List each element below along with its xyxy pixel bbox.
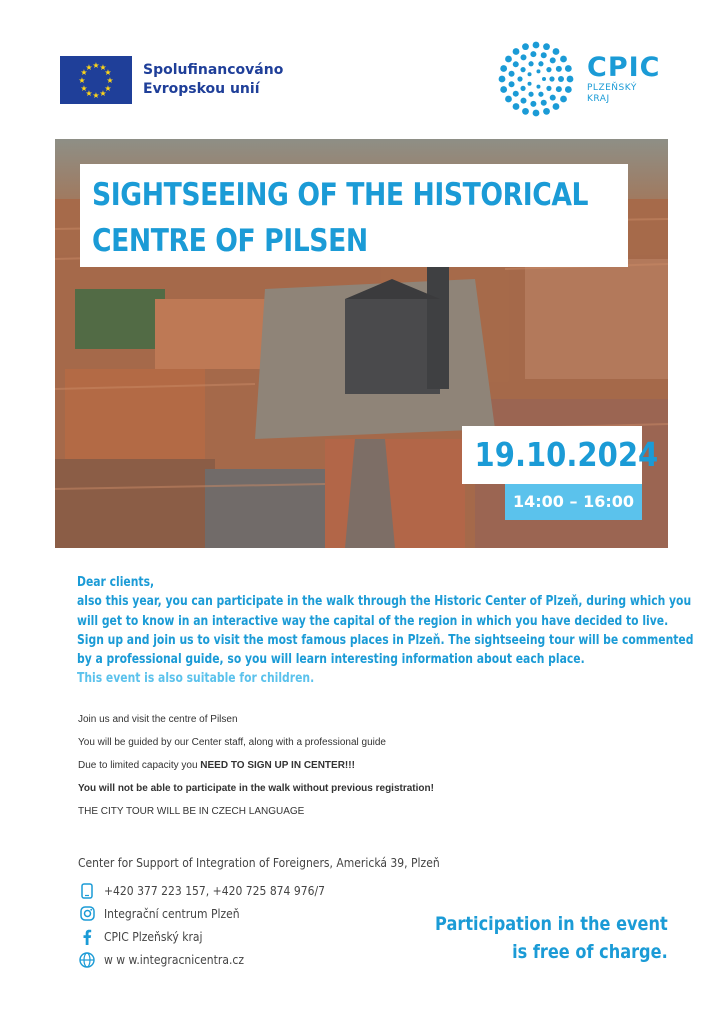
eu-cofinancing-logo	[60, 56, 283, 104]
cpic-dot	[533, 42, 540, 49]
event-time: 14:00 – 16:00	[513, 492, 634, 511]
cpic-dot	[522, 43, 529, 50]
cpic-logo	[497, 40, 660, 118]
cpic-dot	[556, 86, 562, 92]
globe-icon	[78, 951, 96, 969]
svg-text:★: ★	[80, 84, 88, 93]
free-line1: Participation in the event	[435, 913, 668, 935]
cpic-dot	[500, 65, 507, 72]
svg-text:★: ★	[99, 63, 107, 72]
svg-text:★: ★	[80, 68, 88, 77]
svg-text:★: ★	[104, 68, 112, 77]
contact-instagram[interactable]: Integrační centrum Plzeň	[104, 906, 240, 921]
svg-text:★: ★	[92, 61, 100, 70]
cpic-dot	[513, 103, 520, 110]
svg-text:★: ★	[85, 63, 93, 72]
signup-required-note: NEED TO SIGN UP IN CENTER!!!	[200, 760, 355, 771]
svg-text:★: ★	[78, 76, 86, 85]
svg-text:★: ★	[92, 91, 100, 100]
cpic-dot	[550, 57, 556, 63]
cpic-dot	[553, 48, 560, 55]
details-line	[78, 760, 638, 771]
cpic-dot	[538, 61, 543, 66]
cpic-dot	[546, 86, 551, 91]
cpic-dot	[500, 86, 507, 93]
svg-text:★: ★	[85, 89, 93, 98]
svg-text:★: ★	[106, 76, 114, 85]
event-details	[78, 714, 638, 829]
cpic-dot	[528, 61, 533, 66]
details-line3-prefix: Due to limited capacity you	[78, 760, 201, 771]
cpic-dot	[509, 71, 515, 77]
cpic-dot	[528, 82, 532, 86]
instagram-icon	[78, 905, 96, 923]
cpic-sub-line2: KRAJ	[587, 94, 610, 104]
cpic-dot	[543, 43, 550, 50]
cpic-dot	[499, 76, 506, 83]
cpic-dot	[533, 110, 540, 117]
cpic-dot	[505, 96, 512, 103]
cpic-name: CPIC	[587, 52, 661, 83]
contact-facebook[interactable]: CPIC Plzeňský kraj	[104, 929, 203, 944]
cpic-dot	[522, 108, 529, 115]
contact-website[interactable]: w w w.integracnicentra.cz	[104, 952, 244, 967]
intro-line: Sign up and join us to visit the most famous places in Plzeň. The sightseeing tour will be commented	[77, 632, 694, 648]
cpic-dot	[536, 69, 540, 73]
event-time-box	[505, 484, 642, 520]
cpic-dot	[513, 91, 519, 97]
cpic-dot	[517, 76, 522, 81]
cpic-dot	[536, 85, 540, 89]
details-line: You will be guided by our Center staff, along with a professional guide	[78, 737, 386, 748]
contact-address: Center for Support of Integration of Foreigners, Americká 39, Plzeň	[78, 856, 440, 870]
cpic-dot	[550, 95, 556, 101]
cpic-dot	[538, 92, 543, 97]
svg-text:★: ★	[99, 89, 107, 98]
eu-flag-icon	[60, 56, 132, 104]
intro-line: will get to know in an interactive way the capital of the region in which you have decided to live.	[77, 613, 669, 629]
cpic-dot	[543, 108, 550, 115]
free-line2: is free of charge.	[512, 941, 668, 963]
intro-text	[77, 573, 694, 689]
svg-text:★: ★	[104, 84, 112, 93]
cpic-dot	[509, 81, 515, 87]
cpic-dot	[541, 100, 547, 106]
cpic-dot	[542, 77, 546, 81]
phone-icon	[78, 882, 96, 900]
cpic-dot	[546, 67, 551, 72]
cpic-dot	[560, 96, 567, 103]
cpic-dot	[560, 56, 567, 63]
cpic-dot	[558, 76, 564, 82]
children-note: This event is also suitable for children.	[77, 671, 315, 687]
cpic-dot	[521, 98, 527, 104]
event-date: 19.10.2024	[474, 435, 659, 474]
cpic-dot	[521, 54, 527, 60]
intro-line: also this year, you can participate in the walk through the Historic Center of Plzeň, during which you	[77, 594, 692, 610]
contact-phone[interactable]: +420 377 223 157, +420 725 874 976/7	[104, 883, 325, 898]
cpic-sub-line1: PLZEŇSKÝ	[587, 83, 637, 93]
language-note: THE CITY TOUR WILL BE IN CZECH LANGUAGE	[78, 806, 305, 817]
free-of-charge-note	[394, 910, 668, 966]
event-title-line1: SIGHTSEEING OF THE HISTORICAL	[92, 177, 589, 213]
cpic-dot	[553, 103, 560, 110]
cpic-dot	[567, 76, 574, 83]
event-title-line2: CENTRE OF PILSEN	[92, 223, 368, 259]
cpic-dots-icon	[497, 40, 575, 118]
cpic-dot	[513, 61, 519, 67]
cpic-dot	[513, 48, 520, 55]
cpic-dot	[528, 92, 533, 97]
contact-phone-row	[78, 879, 480, 902]
cpic-dot	[530, 51, 536, 57]
cpic-dot	[565, 65, 572, 72]
eu-text-line2: Evropskou unií	[143, 81, 260, 97]
cpic-dot	[541, 52, 547, 58]
facebook-icon	[78, 928, 96, 946]
event-date-box	[462, 426, 659, 484]
registration-required-note: You will not be able to participate in the walk without previous registration!	[78, 783, 434, 794]
eu-text-line1: Spolufinancováno	[143, 62, 284, 78]
cpic-dot	[505, 56, 512, 63]
cpic-dot	[556, 66, 562, 72]
cpic-dot	[530, 101, 536, 107]
cpic-dot	[520, 67, 525, 72]
cpic-dot	[565, 86, 572, 93]
cpic-dot	[549, 76, 554, 81]
cpic-dot	[528, 72, 532, 76]
intro-line: by a professional guide, so you will learn interesting information about each place.	[77, 652, 585, 668]
cpic-dot	[520, 86, 525, 91]
intro-greeting: Dear clients,	[77, 575, 155, 590]
event-title-box	[80, 164, 628, 267]
details-line: Join us and visit the centre of Pilsen	[78, 714, 238, 725]
